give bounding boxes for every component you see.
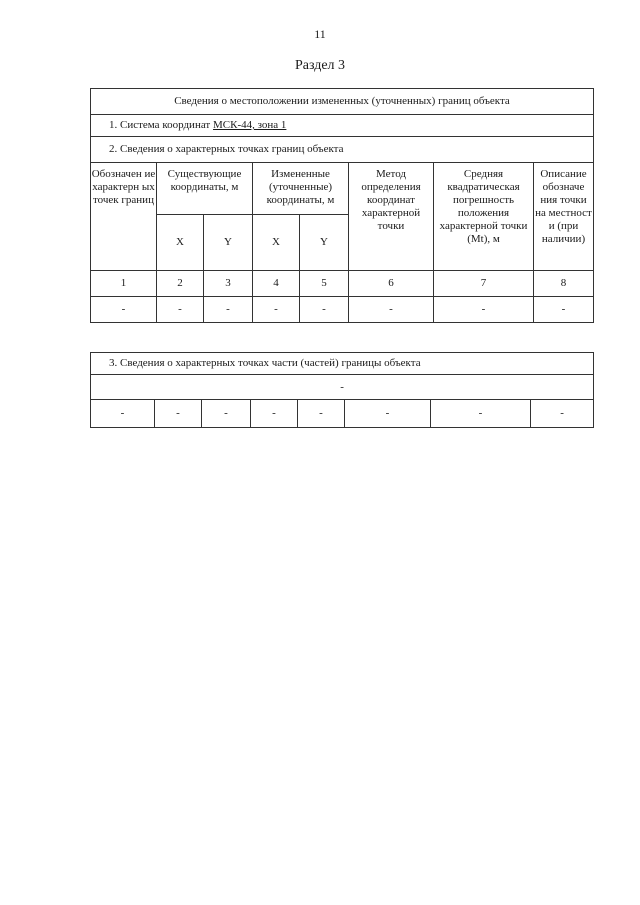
table-cell: - (253, 297, 300, 323)
header-description: Описание обозначе ния точки на местност и (при наличии) (534, 163, 594, 271)
table-cell: - (300, 297, 349, 323)
header-changed-coordinates: Измененные (уточненные) координаты, м (253, 163, 349, 215)
col-number: 5 (300, 271, 349, 297)
table-cell: - (202, 400, 251, 428)
col-number: 8 (534, 271, 594, 297)
points-heading: 2. Сведения о характерных точках границ объекта (91, 137, 594, 163)
table-cell: - (434, 297, 534, 323)
col-number: 7 (434, 271, 534, 297)
col-number: 4 (253, 271, 300, 297)
merged-cell: - (91, 375, 594, 400)
header-changed-x: X (253, 215, 300, 271)
coordinate-system-value: МСК-44, зона 1 (212, 119, 287, 131)
header-method: Метод определения координат характерной точки (349, 163, 434, 271)
boundary-location-table (90, 88, 594, 323)
table-title: Сведения о местоположении измененных (уточненных) границ объекта (91, 89, 594, 115)
table-cell: - (345, 400, 431, 428)
header-existing-x: X (157, 215, 204, 271)
part-boundary-table (90, 352, 594, 428)
col-number: 6 (349, 271, 434, 297)
header-changed-y: Y (300, 215, 349, 271)
page-number: 11 (314, 27, 326, 41)
section-title: Раздел 3 (294, 58, 346, 73)
header-mean-error: Средняя квадратическая погрешность положения характерной точки (Mt), м (434, 163, 534, 271)
table-cell: - (91, 400, 155, 428)
table-cell: - (534, 297, 594, 323)
header-designation: Обозначен ие характерн ых точек границ (91, 163, 157, 271)
table-cell: - (531, 400, 594, 428)
table-cell: - (157, 297, 204, 323)
col-number: 1 (91, 271, 157, 297)
table-cell: - (349, 297, 434, 323)
table-cell: - (155, 400, 202, 428)
part-points-heading: 3. Сведения о характерных точках части (частей) границы объекта (91, 353, 594, 375)
coordinate-system-label: 1. Система координат (109, 119, 213, 131)
header-existing-y: Y (204, 215, 253, 271)
table-cell: - (91, 297, 157, 323)
table-cell: - (251, 400, 298, 428)
coordinate-system-row (91, 115, 594, 137)
table-cell: - (204, 297, 253, 323)
table-cell: - (298, 400, 345, 428)
header-existing-coordinates: Существующие координаты, м (157, 163, 253, 215)
table-cell: - (431, 400, 531, 428)
col-number: 3 (204, 271, 253, 297)
col-number: 2 (157, 271, 204, 297)
